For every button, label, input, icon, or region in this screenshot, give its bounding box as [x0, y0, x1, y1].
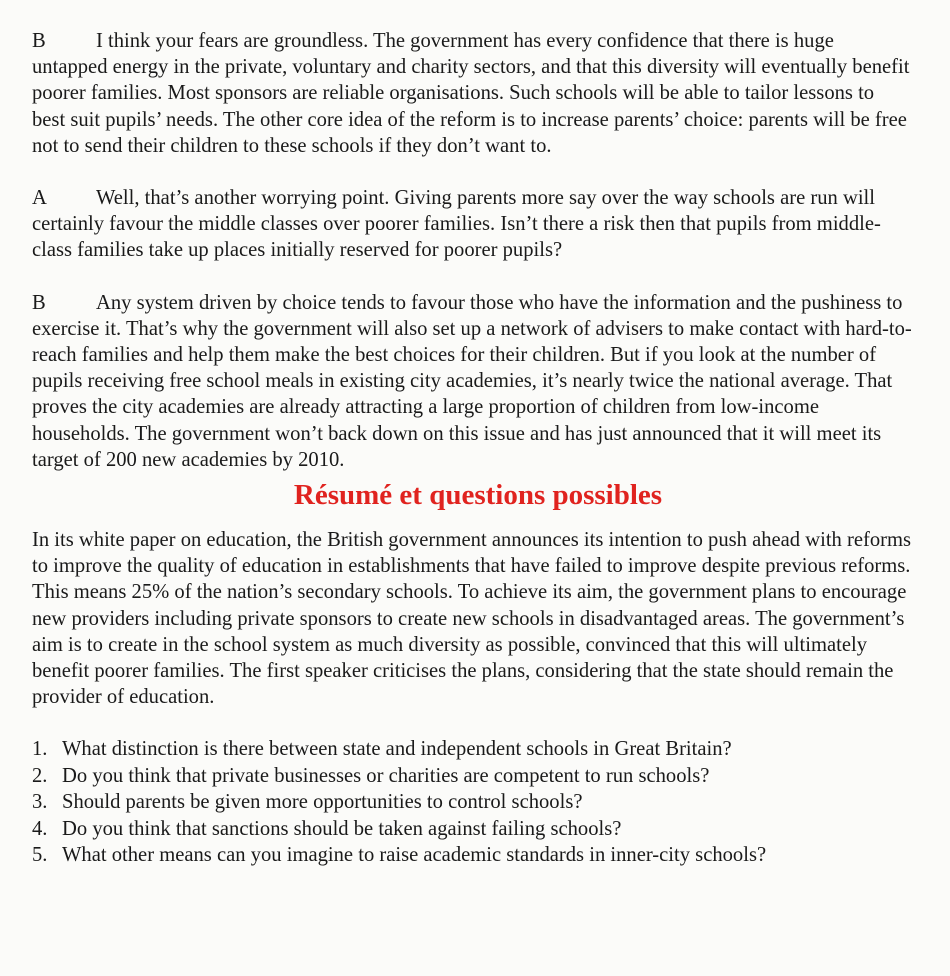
- question-number: 1.: [32, 738, 48, 761]
- question-item: [32, 763, 912, 789]
- speaker-label: B: [32, 30, 46, 52]
- question-item: [32, 816, 912, 842]
- question-text: What distinction is there between state and independent schools in Great Britain?: [62, 738, 732, 761]
- question-number: 4.: [32, 817, 48, 840]
- question-text: Should parents be given more opportunities to control schools?: [62, 791, 583, 814]
- question-item: [32, 736, 912, 762]
- dialogue-paragraph-1: [32, 28, 912, 159]
- document-page: [32, 28, 912, 869]
- question-item: [32, 842, 912, 868]
- dialogue-text: Well, that’s another worrying point. Giving parents more say over the way schools are run will certainly favour the middle classes over poorer families. Isn’t there a risk then that pupils from middle-class families take up places initially reserved for poorer pupils?: [32, 187, 881, 262]
- questions-list: [32, 736, 912, 868]
- question-text: Do you think that private businesses or charities are competent to run schools?: [62, 764, 710, 787]
- section-heading: [32, 477, 912, 513]
- question-number: 5.: [32, 844, 48, 867]
- question-item: [32, 789, 912, 815]
- speaker-label: A: [32, 187, 47, 210]
- dialogue-paragraph-2: [32, 185, 912, 264]
- question-text: What other means can you imagine to raise academic standards in inner-city schools?: [62, 844, 767, 867]
- question-text: Do you think that sanctions should be taken against failing schools?: [62, 817, 622, 840]
- dialogue-text: I think your fears are groundless. The government has every confidence that there is huge untapped energy in the private, voluntary and charity sectors, and that this diversity will eventually benefit poorer families. Most sponsors are reliable organisations. Such schools will be able to tailor lessons to best suit pupils’ needs. The other core idea of the reform is to increase parents’ choice: parents will be free not to send their children to these schools if they don’t want to.: [32, 30, 910, 157]
- question-number: 2.: [32, 764, 48, 787]
- section-heading-text: Résumé et questions possibles: [293, 479, 663, 512]
- question-number: 3.: [32, 791, 48, 814]
- dialogue-text: Any system driven by choice tends to favour those who have the information and the pushiness to exercise it. That’s why the government will also set up a network of advisers to make contact with hard-to-reach families and help them make the best choices for their children. But if you look at the number of pupils receiving free school meals in existing city academies, it’s nearly twice the national average. That proves the city academies are already attracting a large proportion of children from low-income households. The government won’t back down on this issue and has just announced that it will meet its target of 200 new academies by 2010.: [32, 291, 912, 471]
- dialogue-paragraph-3: [32, 290, 912, 473]
- summary-paragraph: In its white paper on education, the British government announces its intention to push ahead with reforms to improve the quality of education in establishments that have failed to improve despite previous reforms. This means 25% of the nation’s secondary schools. To achieve its aim, the government plans to encourage new providers including private sponsors to create new schools in disadvantaged areas. The government’s aim is to create in the school system as much diversity as possible, convinced that this will ultimately benefit poorer families. The first speaker criticises the plans, considering that the state should remain the provider of education.: [32, 529, 912, 709]
- speaker-label: B: [32, 291, 46, 314]
